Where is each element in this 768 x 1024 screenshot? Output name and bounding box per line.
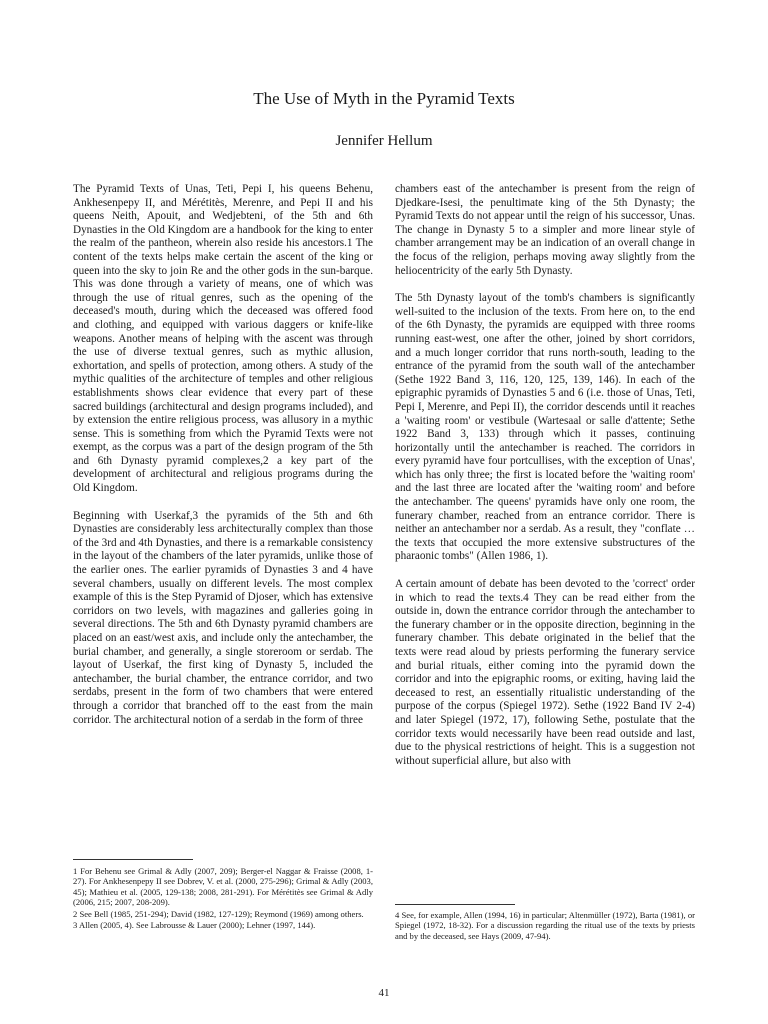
footnote-divider xyxy=(395,904,515,905)
paragraph: The 5th Dynasty layout of the tomb's chambers is significantly well-suited to the inclusion of the texts. From here on, to the end of the 6th Dynasty, the pyramids are equipped with three rooms running east-west, one after the other, joined by short corridors, and a much longer corridor that runs north-south, leading to the entrance of the pyramid from the south wall of the antechamber (Sethe 1922 Band 3, 116, 120, 125, 139, 146). In each of the epigraphic pyramids of Dynasties 5 and 6 (i.e. those of Unas, Teti, Pepi I, Merenre, and Pepi II), the corridor descends until it reaches a 'waiting room' or vestibule (Wartesaal or salle d'attente; Sethe 1922 Band 3, 133) through which it passes, continuing horizontally until the antechamber is reached. The corridors in every pyramid have four portcullises, with the exception of Unas', which has only three; the first is located before the 'waiting room' and the last three are located after the 'waiting room' and before the antechamber. The queens' pyramids have only one room, the funerary chamber, reached from an entrance corridor. There is neither an antechamber nor a serdab. As a result, they "conflate … the texts that occupied the more extensive substructures of the pharaonic tombs" (Allen 1986, 1). xyxy=(395,292,695,563)
right-column xyxy=(395,183,695,768)
footnotes-right xyxy=(395,910,695,942)
footnotes-left xyxy=(73,866,373,931)
footnote: 1 For Behenu see Grimal & Adly (2007, 209); Berger-el Naggar & Fraisse (2008, 1-27). For Ankhesenpepy II see Dobrev, V. et al. (2000, 275-296); Grimal & Adly (2003, 45); Mathieu et al. (2005, 129-138; 2008, 281-291). For Mérétitès see Grimal & Adly (2006, 215; 2007, 208-209). xyxy=(73,866,373,908)
left-column xyxy=(73,183,373,727)
footnote-divider xyxy=(73,859,193,860)
paragraph: Beginning with Userkaf,3 the pyramids of the 5th and 6th Dynasties are considerably less architecturally complex than those of the 3rd and 4th Dynasties, and there is a remarkable consistency in the layout of the chambers of the later pyramids, unlike those of the earlier ones. The earlier pyramids of Dynasties 3 and 4 have several chambers, usually on different levels. The most complex example of this is the Step Pyramid of Djoser, which has extensive corridors on two levels, with magazines and galleries going in several directions. The 5th and 6th Dynasty pyramid chambers are placed on an east/west axis, and include only the antechamber, the burial chamber, and generally, a single storeroom or serdab. The layout of Userkaf, the first king of Dynasty 5, included the antechamber, the burial chamber, the entrance corridor, and two serdabs, present in the form of two chambers that were entered through a corridor that branched off to the east from the main corridor. The architectural notion of a serdab in the form of three xyxy=(73,509,373,726)
footnote: 3 Allen (2005, 4). See Labrousse & Lauer (2000); Lehner (1997, 144). xyxy=(73,920,316,931)
paragraph: The Pyramid Texts of Unas, Teti, Pepi I, his queens Behenu, Ankhesenpepy II, and Mérétitès, Merenre, and Pepi II and his queens Neith, Apouit, and Wedjebteni, of the 5th and 6th Dynasties in the Old Kingdom are a handbook for the king to enter the realm of the pantheon, wherein also reside his ancestors.1 The content of the texts helps make certain the ascent of the king or queen into the sky to join Re and the other gods in the sun-barque. This was done through a variety of means, one of which was through the use of ritual genres, such as the opening of the deceased's mouth, during which the deceased was offered food and clothing, and equipped with various daggers or knife-like weapons. Another means of helping with the ascent was through the use of diverse textual genres, such as mythic allusion, exhortation, and spells of protection, among others. A study of the mythic qualities of the architecture of temples and other religious establishments shows clear evidence that every part of these sacred buildings (architectural and design programs included), and by extension the entire religious process, was allusory in a mythic sense. This is something from which the Pyramid Texts were not exempt, as the corpus was a part of the design program of the 5th and 6th Dynasty pyramid complexes,2 a key part of the development of architectural and religious programs during the Old Kingdom. xyxy=(73,183,373,495)
paragraph: A certain amount of debate has been devoted to the 'correct' order in which to read the texts.4 They can be read either from the outside in, down the entrance corridor through the antechamber to the funerary chamber or in the opposite direction, beginning in the funerary chamber. This debate originated in the belief that the texts were read aloud by priests performing the funerary service and burial rituals, either coming into the pyramid down the corridor and into the epigraphic rooms, or exiting, having laid the deceased to rest, an essentially ritualistic understanding of the purpose of the corpus (Spiegel 1972). Sethe (1922 Band IV 2-4) and later Spiegel (1972, 17), following Sethe, postulate that the corridor texts would necessarily have been read outside and last, due to the physical restrictions of height. This is a suggestion not without superficial allure, but also with xyxy=(395,578,695,767)
paper-title: The Use of Myth in the Pyramid Texts xyxy=(253,89,515,108)
paragraph: chambers east of the antechamber is present from the reign of Djedkare-Isesi, the penultimate king of the 5th Dynasty; the Pyramid Texts do not appear until the reign of his successor, Unas. The change in Dynasty 5 to a simpler and more linear style of chamber arrangement may be an indication of an overall change in the focus of the religion, perhaps moving away slightly from the heliocentricity of the early 5th Dynasty. xyxy=(395,183,695,277)
paper-author: Jennifer Hellum xyxy=(335,133,433,149)
footnote: 4 See, for example, Allen (1994, 16) in particular; Altenmüller (1972), Barta (1981), or Spiegel (1972, 18-32). For a discussion regarding the ritual use of the texts by priests and by the deceased, see Hays (2009, 47-94). xyxy=(395,910,695,941)
footnote: 2 See Bell (1985, 251-294); David (1982, 127-129); Reymond (1969) among others. xyxy=(73,908,364,919)
page-number: 41 xyxy=(378,987,390,999)
